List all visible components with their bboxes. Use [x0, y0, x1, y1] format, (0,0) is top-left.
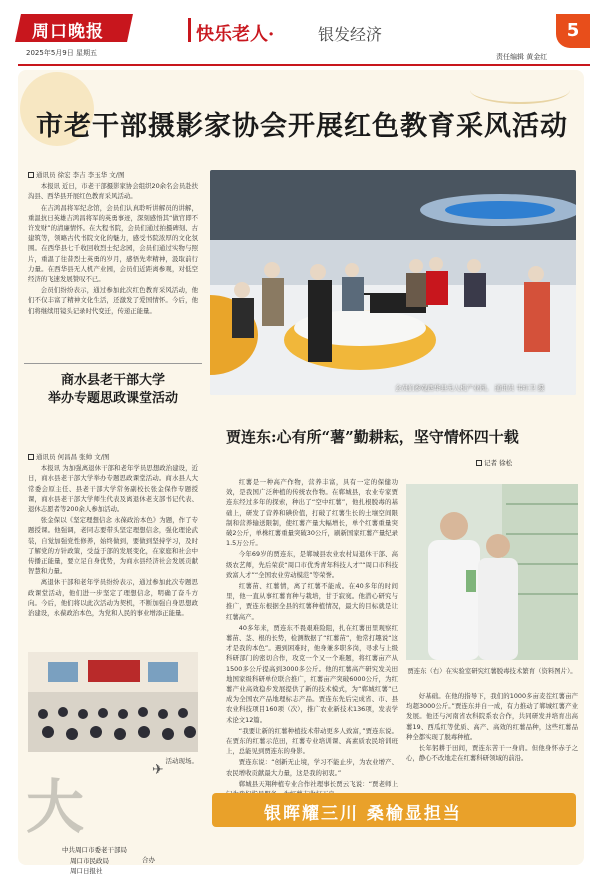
- photo-caption: 会员们参观西华县无人机产业园。 通讯员 韦红卫 摄: [395, 384, 545, 392]
- page-headline: 市老干部摄影家协会开展红色教育采风活动: [36, 111, 568, 142]
- byline-box-icon: [476, 460, 482, 466]
- section-title-main: 快乐老人: [196, 24, 268, 45]
- article-para: 本报讯 为加强离退休干部和老年学员思想政治建设，近日，商水县老干部大学举办专题思政课堂活动。商水县人大常委会原主任、县老干部大学常务副校长张金保作专题授课，商水县老干部大学师生代表及离退休老支部书记代表、退休志愿者等200余人参加活动。: [28, 464, 198, 514]
- article-para: 张金保以《坚定理想信念 永葆政治本色》为题，作了专题授课。他强调，老同志要带头坚定理想信念，强化理论武装，自觉加强党性修养，始终做到，要做到坚持学习，及时了解党的方针政策，受益于部的发展变化，在家庭和社会中传播正能量，要立足自身优势，为商水县经济社会发展贡献智慧和力量。: [28, 516, 198, 576]
- article-byline: 通讯员 何昌昌 张帅 文/图: [28, 452, 198, 462]
- sponsor-list: [62, 845, 127, 877]
- sponsor: 中共周口市委老干部局: [62, 846, 127, 854]
- subhead-line-1: 商水县老干部大学: [60, 373, 165, 388]
- decor-swirl: [470, 76, 570, 104]
- story-para: 今年69岁的贾连东，是郸城县农业农村局退休干部、高级农艺师，先后荣获“周口市优秀青年科技人才”“周口市科技致富人才”“全国农业劳动模范”等荣誉。: [226, 550, 398, 579]
- bottom-banner-text: 银晖耀三川 桑榆显担当: [264, 804, 462, 824]
- section-title: [196, 20, 274, 46]
- photo-classroom: [28, 652, 198, 752]
- photo-lab: [406, 484, 578, 660]
- story-para: “我要让新的红薯种植技术带动更多人致富，”贾连东说。在贾东的红薯示范田，红薯专业培训课、高素质农民培训班上，总能见到贾连东的身影。: [226, 726, 398, 756]
- photo-drone-park: [210, 170, 576, 395]
- sponsor: 周口日报社: [70, 867, 103, 875]
- story-para: 好基础。在他的指导下，我们的1000多亩麦茬红薯亩产均超3000公斤。”贾连东并自一成，有力推动了郸城红薯产业发展。他还与河南省农科院系农合作，共同研发并培育出高薯19、西瓜红等优质、高产、高效的红薯品种，这些红薯品种全都实现了脱毒种植。: [406, 692, 578, 741]
- masthead: [18, 14, 590, 62]
- article-para: 会员们纷纷表示，通过参加此次红色教育采风活动，他们不仅丰富了精神文化生活，还激发了爱国情怀。今后，他们将继续用镜头记录时代变迁，传递正能量。: [28, 286, 198, 315]
- photo-lab-image: [406, 484, 578, 660]
- byline-box-icon: [28, 172, 34, 178]
- banner-bar: [188, 18, 191, 42]
- subhead-shangshui: [28, 372, 198, 408]
- editor-credit: 责任编辑 黄金红: [496, 53, 548, 61]
- story-headline: 贾连东:心有所“薯”勤耕耘，坚守情怀四十载: [226, 428, 519, 446]
- newspaper-logo: 周口晚报: [32, 22, 104, 42]
- article-byline: 通讯员 徐宏 李吉 李玉华 文/图: [28, 170, 198, 180]
- story-byline: 记者 徐松: [476, 458, 512, 467]
- photo-classroom-image: [28, 652, 198, 752]
- section-subtitle: 银发经济: [318, 25, 383, 44]
- photo-caption: 活动现场。: [165, 757, 198, 765]
- story-column-b: [406, 690, 578, 763]
- bottom-banner: [212, 793, 576, 827]
- story-para: 长年躬耕于田间，贾连东苦干一身肩。但他身怀赤子之心，静心不改地走在红薯科研领域的前沿。: [406, 744, 578, 763]
- subhead-line-2: 举办专题思政课堂活动: [47, 391, 178, 406]
- story-para: 贾连东说：“创新无止境，学习不能止步，为农业增产、农民增收贡献最大力量，这是我的初衷。”: [226, 758, 398, 777]
- sponsor-tag: 合办: [142, 856, 155, 864]
- photo-drone-park-image: [210, 170, 576, 395]
- article-para: 本报讯 近日，市老干部摄影家协会组织20余名会员赴扶沟县、西华县开展红色教育采风活动。: [28, 182, 198, 201]
- photo-caption: 贾连东（右）在实验室研究红薯脱毒技术繁育（资料图片）。: [407, 667, 577, 675]
- story-para: 40多年来，贾连东不畏艰难险阻，扎在红薯田里观察红薯苗、茎、根的长势，检测数据了“红薯苗”，他常打趣说“这才是我的本色”。遇到困难时，他身兼多职多岗，寻求与上级科研部门的密切合作，攻克一个又一个难题，将红薯亩产从1500多公斤提高到3000多公斤。他的红薯高产研究发关田地国家级科研单位联合推广，红薯亩产突破6000公斤，为红薯产业高效稳步发展提供了新的技术模式，为“郸城红薯”已成为全国农产品地理标志产品。贾连东先后完成省、市、县农业科技项目160项（次），推广农业新技术136项，发表学术论文12篇。: [226, 623, 398, 724]
- story-column-a: [226, 476, 398, 799]
- story-para: 红薯苗、红薯情，离了红薯不能成。在40多年的时间里，他一直从事红薯育种与栽培，甘于寂寞。他潜心研究与推广，贾连东根据全县的红薯种植情况，最大的目标就是让红薯高产。: [226, 582, 398, 621]
- story-para: 郸城县天翔种植专业合作社理事长贾云飞说：“贾老师上: [238, 779, 398, 788]
- sponsor: 周口市民政局: [70, 856, 109, 865]
- article-shangshui: [28, 452, 198, 618]
- article-para: 在吉鸿昌将军纪念馆，会员们认真聆听讲解员的讲解，重温抗日英雄吉鸿昌将军的英勇事迹，深刻感悟其“做官即不许发财”的清廉情怀。在大程书院，会员们通过拍摄碑刻、古建筑等，领略古代书院文化的魅力，感受书院浓厚的文化氛围。在西华县七千收回收烈士纪念园，会员们通过实物与照片，重温了往昔烈士英勇的岁月，感悟先辈精神，汲取前行力量。在西华县无人机产业园，会员们近距离参观，对低空经济的飞速发展赞叹不已。: [28, 203, 198, 284]
- article-para: 离退休干部和老年学员纷纷表示，通过参加此次专题思政课堂活动，他们进一步坚定了理想信念，明确了奋斗方向。今后，他们将以此次活动为契机，不断加强自身思想政治建设，永葆政治本色，为党和人民的事业增添正能量。: [28, 578, 198, 618]
- bird-icon: ✈: [152, 762, 164, 778]
- byline-box-icon: [28, 454, 34, 460]
- article-photography: [28, 170, 198, 316]
- column-divider: [24, 363, 202, 364]
- story-para: 红薯是一种高产作物，营养丰富，具有一定的保健功效，是我国广泛种植的传统农作物。在郸城县，农业专家贾连东经过多年的探索，种出了“空中红薯”，他扎根脱毒的基础上，研发了营养和碘价值，打破了红薯生长的土壤空间限制和营养输送限制，使红薯产量大幅增长，单个红薯重量突破2公斤，单株红薯重量突破30公斤，刷新国家红薯产量纪录1.5万公斤。: [226, 478, 398, 548]
- section-title-dot: ·: [268, 24, 275, 45]
- decor-big-character: 大: [26, 773, 85, 841]
- issue-date: 2025年5月9日 星期五: [26, 49, 97, 57]
- page-number: 5: [556, 14, 590, 48]
- top-rule: [18, 64, 590, 66]
